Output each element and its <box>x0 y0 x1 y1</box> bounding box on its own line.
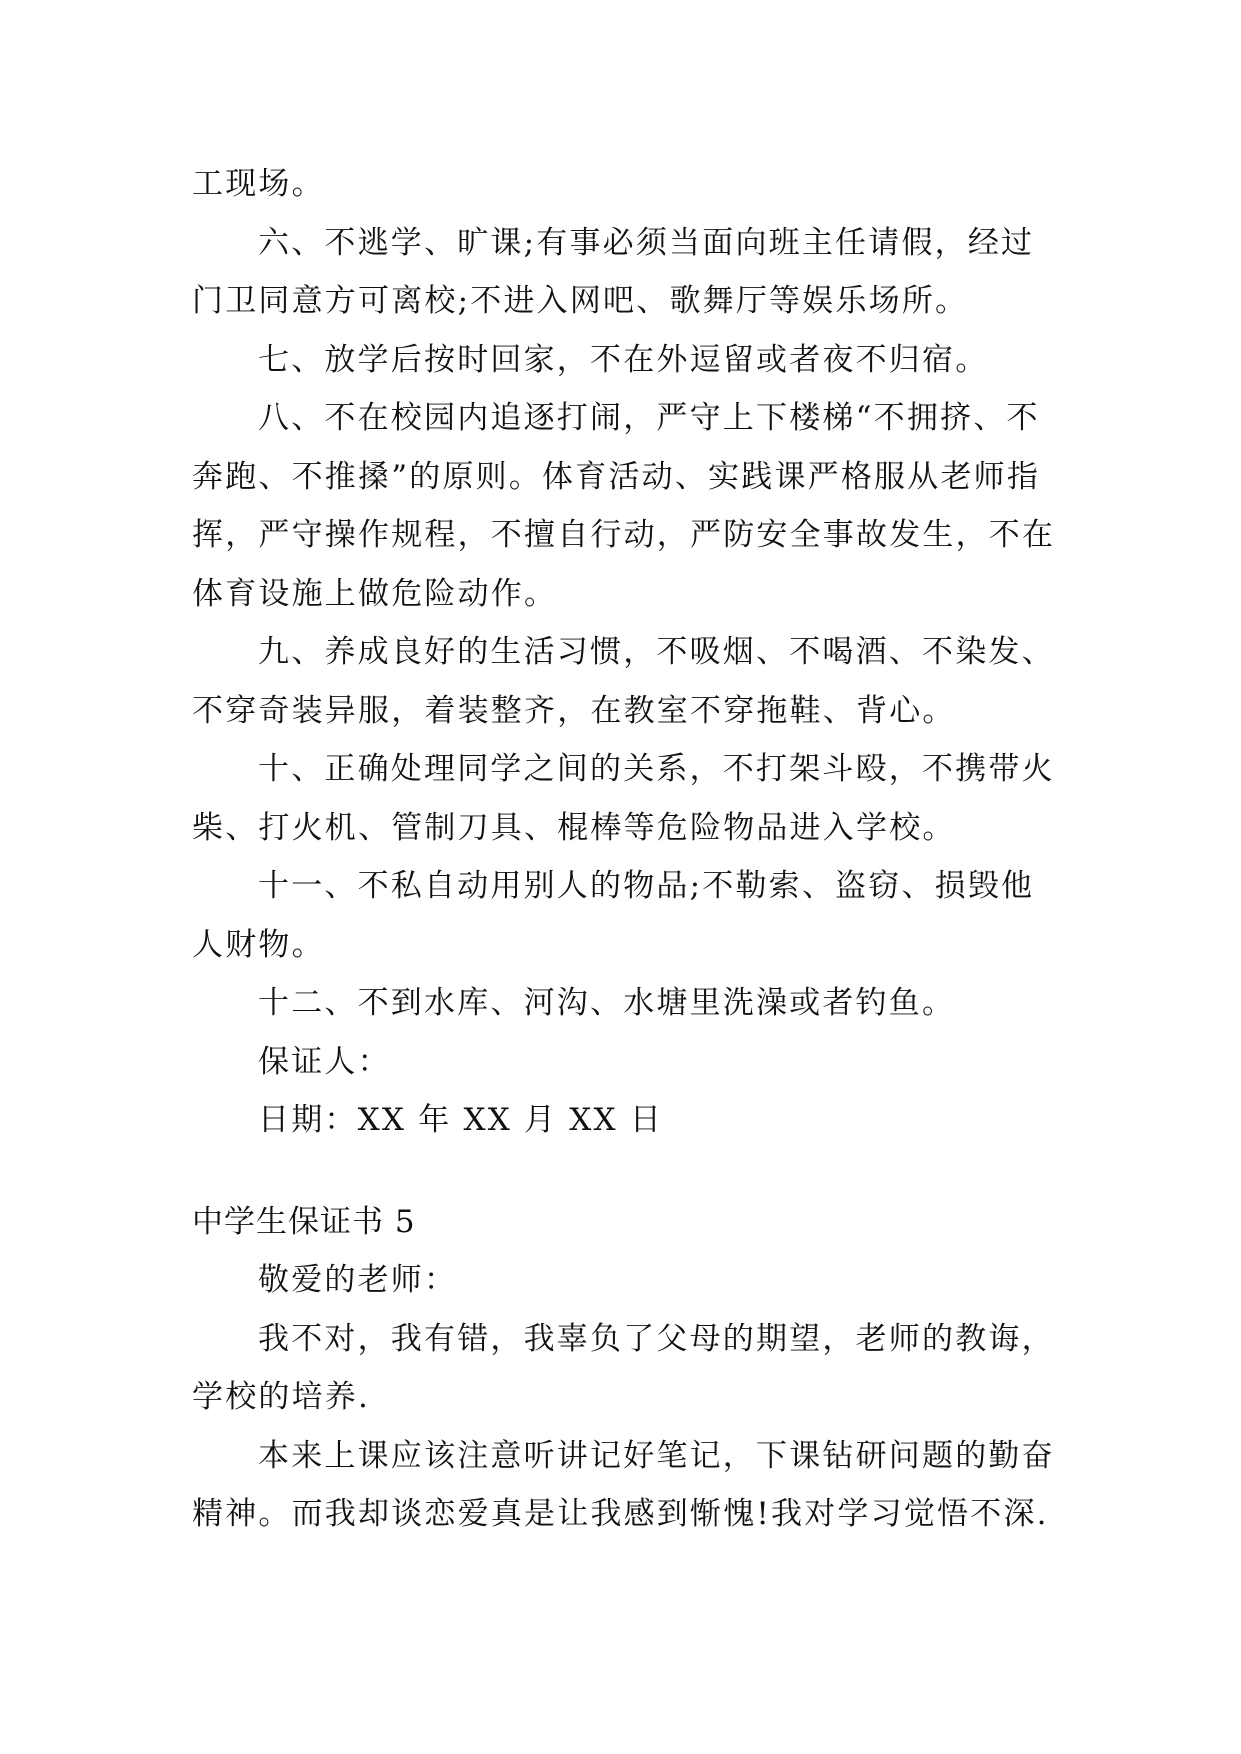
text-line: 本来上课应该注意听讲记好笔记，下课钻研问题的勤奋 <box>258 1437 1055 1474</box>
text-line: 十、正确处理同学之间的关系，不打架斗殴，不携带火 <box>258 751 1055 787</box>
text-line: 人财物。 <box>192 926 325 963</box>
text-line: 八、不在校园内追逐打闹，严守上下楼梯“不拥挤、不 <box>258 400 1040 436</box>
text-line: 不穿奇装异服，着装整齐，在教室不穿拖鞋、背心。 <box>192 692 956 729</box>
section-gap <box>192 1150 1072 1193</box>
text-line: 九、养成良好的生活习惯，不吸烟、不喝酒、不染发、 <box>258 634 1055 670</box>
section-title: 中学生保证书 5 <box>192 1203 416 1240</box>
text-line: 体育设施上做危险动作。 <box>192 575 558 612</box>
text-line: 精神。而我却谈恋爱真是让我感到惭愧!我对学习觉悟不深. <box>192 1496 1049 1532</box>
text-line: 工现场。 <box>192 166 325 202</box>
document-body <box>192 155 1072 1544</box>
text-line: 挥，严守操作规程，不擅自行动，严防安全事故发生，不在 <box>192 517 1056 553</box>
text-line: 十二、不到水库、河沟、水塘里洗澡或者钓鱼。 <box>258 985 956 1021</box>
salutation: 敬爱的老师： <box>258 1262 458 1298</box>
guarantor-label: 保证人： <box>258 1043 391 1080</box>
text-line: 学校的培养. <box>192 1379 371 1415</box>
text-line: 十一、不私自动用别人的物品;不勒索、盗窃、损毁他 <box>258 868 1035 904</box>
text-line: 七、放学后按时回家，不在外逗留或者夜不归宿。 <box>258 341 989 378</box>
text-line: 六、不逃学、旷课;有事必须当面向班主任请假，经过 <box>258 224 1035 261</box>
date-line: 日期：XX 年 XX 月 XX 日 <box>258 1102 664 1138</box>
text-line: 我不对，我有错，我辜负了父母的期望，老师的教诲， <box>258 1320 1055 1357</box>
text-line: 奔跑、不推搡”的原则。体育活动、实践课严格服从老师指 <box>192 458 1041 495</box>
text-line: 柴、打火机、管制刀具、棍棒等危险物品进入学校。 <box>192 809 956 846</box>
text-line: 门卫同意方可离校;不进入网吧、歌舞厅等娱乐场所。 <box>192 283 969 319</box>
